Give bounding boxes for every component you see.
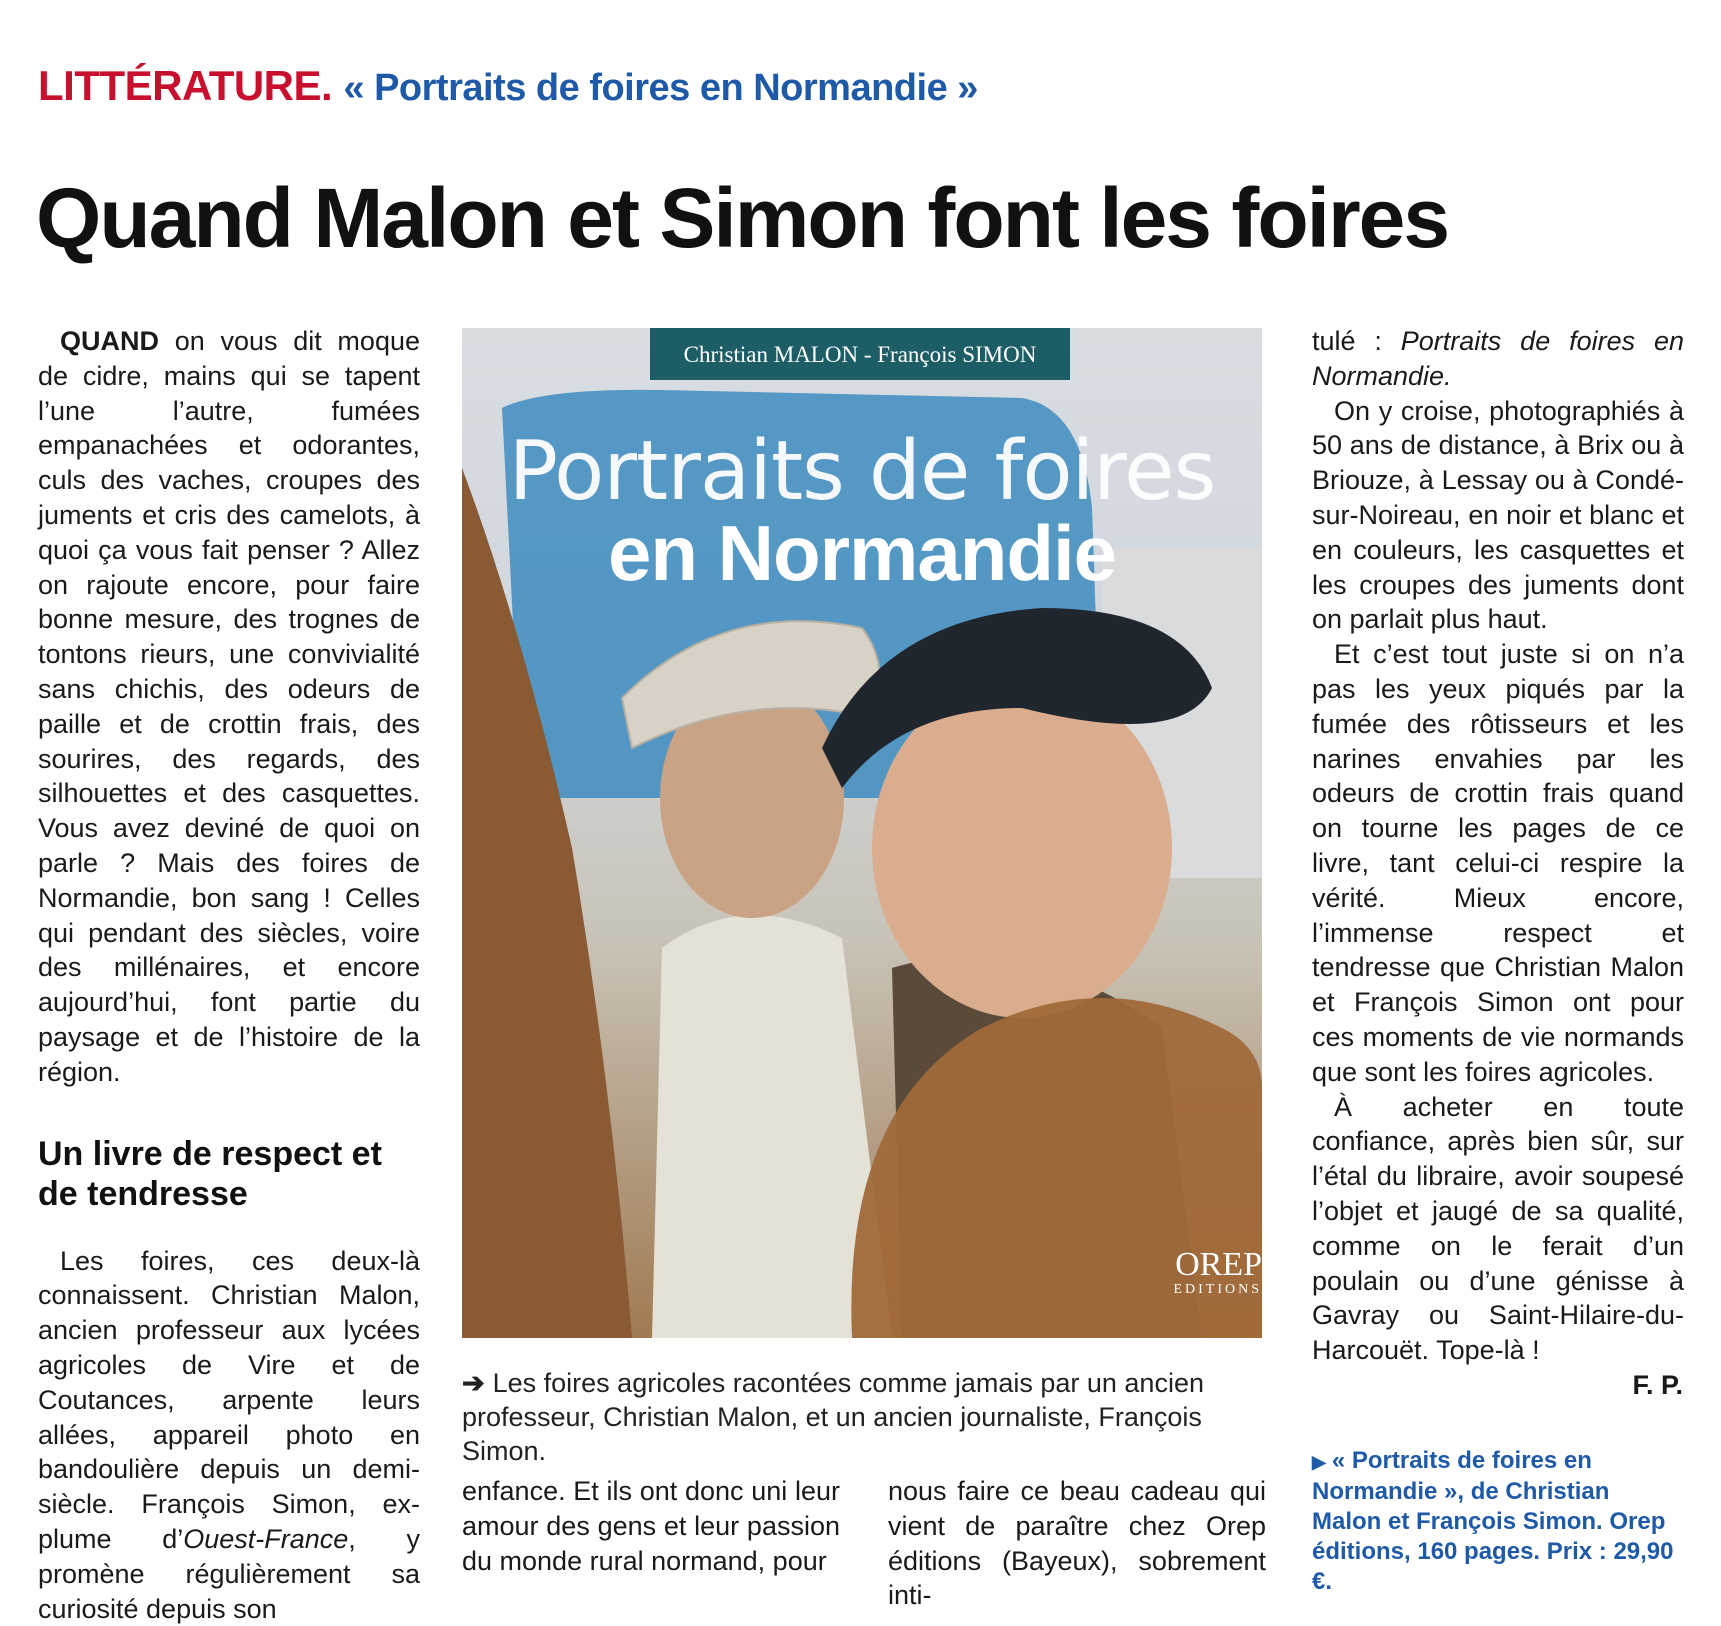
paragraph [38,1244,420,1626]
subheading: Un livre de respect et de tendresse [38,1134,382,1213]
book-info-box [1312,1446,1684,1597]
caption-text: Les foires agricoles racontées comme jamais par un ancien professeur, Christian Malon, et un ancien journaliste, François Simon. [462,1368,1204,1466]
book-title-italic: Portraits de foires en Normandie. [1312,326,1684,391]
paragraph: Et c’est tout juste si on n’a pas les yeux piqués par la fumée des rôtisseurs et les narines envahies par les odeurs de crottin frais quand on tourne les pages de ce livre, tant celui-ci respire la vérité. Mieux encore, l’immense respect et tendresse que Christian Malon et François Simon ont pour ces moments de vie normands que sont les foires agricoles. [1312,639,1684,1087]
publisher-sub: EDITIONS [1173,1282,1262,1297]
paragraph: enfance. Et ils ont donc uni leur amour des gens et leur passion du monde rural normand, pour [462,1476,840,1576]
paragraph: À acheter en toute confiance, après bien sûr, sur l’étal du libraire, avoir soupesé l’objet et jaugé de sa qualité, comme on le ferait d’un poulain ou d’une génisse à Gavray ou Saint-Hilaire-du-Harcouët. Tope-là ! [1312,1091,1684,1366]
paragraph-text: Les foires, ces deux-là connaissent. Christian Malon, ancien professeur aux lycées agricoles de Vire et de Coutances, arpente leurs allées, appareil photo en bandoulière depuis un demi-siècle. François Simon, ex-plume d’ [38,1245,420,1554]
paragraph-text: , y promène régulièrement sa curiosité depuis son [38,1523,420,1624]
paragraph: On y croise, photographiés à 50 ans de distance, à Brix ou à Briouze, à Lessay ou à Condé-sur-Noireau, en noir et blanc et en couleurs, les casquettes et les croupes des juments dont on parlait plus haut. [1312,395,1684,635]
article-column-right [1312,324,1684,1368]
man-right-face [872,678,1172,1018]
info-text: « Portraits de foires en Normandie », de Christian Malon et François Simon. Orep éditions, 160 pages. Prix : 29,90 €. [1312,1447,1674,1595]
triangle-marker-icon: ▶ [1312,1452,1326,1472]
cover-title-line1: Portraits de foires [508,424,1216,519]
article-column-left [38,324,420,1626]
arrow-icon: ➔ [462,1368,485,1398]
article-column-middle-2 [888,1474,1266,1613]
article-column-middle-1 [462,1474,840,1578]
lead-word: QUAND [60,326,159,356]
photo-caption [462,1366,1262,1468]
cover-title-line2: en Normandie [607,509,1117,597]
cover-authors-band: Christian MALON - François SIMON [650,328,1070,380]
paragraph-text: on vous dit moque de cidre, mains qui se tapent l’une l’autre, fumées empanachées et odorantes, culs des vaches, croupes des juments et cris des camelots, à quoi ça vous fait penser ? Allez on rajoute encore, pour faire bonne mesure, des trognes de tontons rieurs, une convivialité sans chichis, des odeurs de paille et de crottin frais, des sourires, des regards, des silhouettes et des casquettes. Vous avez deviné de quoi on parle ? Mais des foires de Normandie, bon sang ! Celles qui pendant des siècles, voire des millénaires, et encore aujourd’hui, font partie du paysage et de l’histoire de la région. [38,326,420,1087]
publisher-name: OREP [1175,1246,1262,1283]
paragraph: nous faire ce beau cadeau qui vient de paraître chez Orep éditions (Bayeux), sobrement inti- [888,1476,1266,1611]
author-signature: F. P. [1632,1370,1683,1400]
kicker-title: « Portraits de foires en Normandie » [343,67,978,109]
paragraph [1312,324,1684,394]
publisher-logo [1173,1248,1262,1298]
newspaper-name: Ouest-France [183,1523,349,1554]
section-kicker [38,62,978,110]
paragraph [38,324,420,1090]
paragraph-text: tulé : [1312,326,1401,356]
kicker-label: LITTÉRATURE. [38,62,333,109]
book-cover-image [462,328,1262,1338]
article-headline: Quand Malon et Simon font les foires [36,171,1449,265]
